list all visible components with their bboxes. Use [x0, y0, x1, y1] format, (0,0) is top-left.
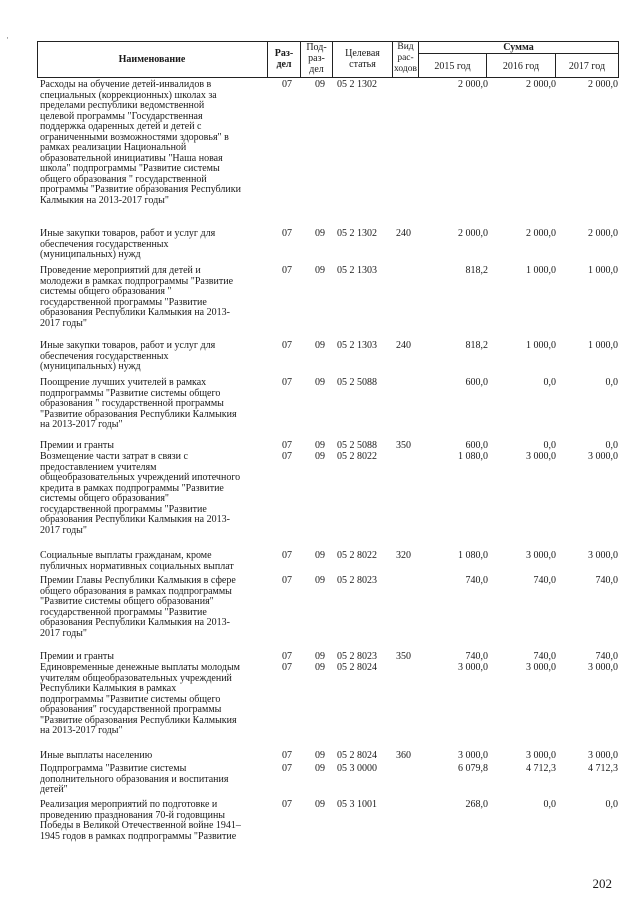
- row-2017: 2 000,0: [588, 228, 618, 239]
- row-celevaya: 05 3 1001: [337, 799, 377, 810]
- row-2017: 2 000,0: [588, 79, 618, 90]
- row-2017: 1 000,0: [588, 340, 618, 351]
- row-2015: 2 000,0: [458, 79, 488, 90]
- row-vid: 350: [396, 651, 411, 662]
- table-body: [37, 80, 619, 850]
- row-name: Премии и гранты: [40, 440, 115, 451]
- row-celevaya: 05 2 8024: [337, 750, 377, 761]
- row-2015: 1 080,0: [458, 451, 488, 462]
- row-2017: 1 000,0: [588, 265, 618, 276]
- row-razdel: 07: [282, 662, 292, 673]
- column-header-podrazdel: Под- раз- дел: [306, 42, 327, 75]
- row-name: Иные закупки товаров, работ и услуг для обеспечения государственных (муниципальных) нужд: [40, 228, 216, 260]
- row-podrazdel: 09: [315, 799, 325, 810]
- row-name: Возмещение части затрат в связи с предоставлением учителям общеобразовательных учреждений ипотечного кредита в рамках подпрограммы "Развитие системы общего образования" государственной программы "Развитие образования Республики Калмыкия на 2013- 2017 годы": [40, 451, 241, 536]
- column-header-name: Наименование: [118, 54, 186, 65]
- table-row: [37, 266, 619, 341]
- row-2017: 0,0: [605, 799, 618, 810]
- row-razdel: 07: [282, 79, 292, 90]
- row-2017: 0,0: [605, 440, 618, 451]
- row-2015: 740,0: [465, 651, 488, 662]
- row-2016: 740,0: [533, 575, 556, 586]
- row-2015: 268,0: [465, 799, 488, 810]
- row-name: Премии Главы Республики Калмыкия в сфере общего образования в рамках подпрограммы "Развитие системы общего образования" государственной программы "Развитие образования Республики Калмыкия на 2013- 2017 годы": [40, 575, 236, 639]
- column-header-vid: Вид рас- ходов: [394, 42, 417, 74]
- row-razdel: 07: [282, 750, 292, 761]
- row-2017: 3 000,0: [588, 750, 618, 761]
- row-2015: 740,0: [465, 575, 488, 586]
- row-name: Иные закупки товаров, работ и услуг для обеспечения государственных (муниципальных) нужд: [40, 340, 216, 372]
- row-vid: 360: [396, 750, 411, 761]
- column-header-celevaya: Целевая статья: [345, 48, 380, 70]
- header-summa-line: [418, 53, 619, 54]
- row-name: Проведение мероприятий для детей и молодежи в рамках подпрограммы "Развитие системы общего образования " государственной программы "Развитие образования Республики Калмыкия на 2013- 2017 годы": [40, 265, 234, 329]
- row-name: Иные выплаты населению: [40, 750, 153, 761]
- row-name: Социальные выплаты гражданам, кроме публичных нормативных социальных выплат: [40, 550, 234, 572]
- column-header-2015: 2015 год: [434, 61, 471, 72]
- row-celevaya: 05 2 8022: [337, 550, 377, 561]
- row-celevaya: 05 2 8022: [337, 451, 377, 462]
- table-row: [37, 229, 619, 266]
- row-podrazdel: 09: [315, 228, 325, 239]
- row-2015: 2 000,0: [458, 228, 488, 239]
- row-razdel: 07: [282, 265, 292, 276]
- row-podrazdel: 09: [315, 377, 325, 388]
- row-2016: 1 000,0: [526, 265, 556, 276]
- table-row: [37, 663, 619, 751]
- row-podrazdel: 09: [315, 265, 325, 276]
- row-razdel: 07: [282, 651, 292, 662]
- row-2015: 818,2: [465, 340, 488, 351]
- row-celevaya: 05 2 5088: [337, 440, 377, 451]
- row-razdel: 07: [282, 763, 292, 774]
- row-name: Поощрение лучших учителей в рамках подпрограммы "Развитие системы общего образования " государственной программы "Развитие образования Республики Калмыкия на 2013-2017 годы": [40, 377, 237, 430]
- row-celevaya: 05 2 1303: [337, 340, 377, 351]
- row-celevaya: 05 2 1303: [337, 265, 377, 276]
- table-header: [37, 41, 619, 78]
- row-2016: 2 000,0: [526, 79, 556, 90]
- row-2015: 600,0: [465, 377, 488, 388]
- row-name: Подпрограмма "Развитие системы дополнительного образования и воспитания детей": [40, 763, 229, 795]
- column-header-razdel: Раз- дел: [274, 48, 294, 70]
- row-2016: 0,0: [543, 440, 556, 451]
- row-celevaya: 05 2 5088: [337, 377, 377, 388]
- row-razdel: 07: [282, 377, 292, 388]
- row-2015: 818,2: [465, 265, 488, 276]
- table-row: [37, 800, 619, 850]
- row-2016: 3 000,0: [526, 750, 556, 761]
- scan-artifact: ·: [6, 33, 9, 43]
- row-2016: 3 000,0: [526, 550, 556, 561]
- row-podrazdel: 09: [315, 750, 325, 761]
- row-2016: 1 000,0: [526, 340, 556, 351]
- row-2016: 3 000,0: [526, 451, 556, 462]
- row-celevaya: 05 2 8023: [337, 575, 377, 586]
- row-vid: 240: [396, 340, 411, 351]
- row-2016: 3 000,0: [526, 662, 556, 673]
- row-2016: 740,0: [533, 651, 556, 662]
- row-razdel: 07: [282, 340, 292, 351]
- row-2017: 740,0: [595, 651, 618, 662]
- row-2015: 1 080,0: [458, 550, 488, 561]
- row-2016: 0,0: [543, 377, 556, 388]
- row-razdel: 07: [282, 799, 292, 810]
- row-vid: 350: [396, 440, 411, 451]
- row-razdel: 07: [282, 228, 292, 239]
- table-row: [37, 452, 619, 551]
- row-podrazdel: 09: [315, 575, 325, 586]
- row-2015: 3 000,0: [458, 750, 488, 761]
- row-2016: 2 000,0: [526, 228, 556, 239]
- table-row: [37, 80, 619, 229]
- table-row: [37, 764, 619, 800]
- row-razdel: 07: [282, 451, 292, 462]
- row-razdel: 07: [282, 550, 292, 561]
- row-celevaya: 05 2 1302: [337, 228, 377, 239]
- row-2017: 3 000,0: [588, 451, 618, 462]
- row-2016: 0,0: [543, 799, 556, 810]
- row-celevaya: 05 2 8023: [337, 651, 377, 662]
- row-podrazdel: 09: [315, 662, 325, 673]
- row-podrazdel: 09: [315, 550, 325, 561]
- table-row: [37, 378, 619, 441]
- row-podrazdel: 09: [315, 763, 325, 774]
- header-divider: [618, 41, 619, 78]
- row-vid: 320: [396, 550, 411, 561]
- row-2016: 4 712,3: [526, 763, 556, 774]
- row-2017: 740,0: [595, 575, 618, 586]
- row-2015: 3 000,0: [458, 662, 488, 673]
- row-razdel: 07: [282, 575, 292, 586]
- row-2017: 3 000,0: [588, 662, 618, 673]
- row-podrazdel: 09: [315, 79, 325, 90]
- table-row: [37, 551, 619, 576]
- table-row: [37, 341, 619, 378]
- row-2017: 4 712,3: [588, 763, 618, 774]
- row-podrazdel: 09: [315, 340, 325, 351]
- row-2015: 600,0: [465, 440, 488, 451]
- row-podrazdel: 09: [315, 440, 325, 451]
- row-celevaya: 05 2 1302: [337, 79, 377, 90]
- row-name: Единовременные денежные выплаты молодым учителям общеобразовательных учреждений Республики Калмыкия в рамках подпрограммы "Развитие системы общего образования" государственной программы "Развитие образования Республики Калмыкия на 2013-2017 годы": [40, 662, 241, 736]
- row-podrazdel: 09: [315, 651, 325, 662]
- column-header-2016: 2016 год: [502, 61, 540, 72]
- page-number: 202: [592, 876, 612, 891]
- row-2017: 0,0: [605, 377, 618, 388]
- row-vid: 240: [396, 228, 411, 239]
- header-bottom-border: [37, 77, 619, 78]
- row-podrazdel: 09: [315, 451, 325, 462]
- row-2017: 3 000,0: [588, 550, 618, 561]
- row-razdel: 07: [282, 440, 292, 451]
- row-2015: 6 079,8: [458, 763, 488, 774]
- row-celevaya: 05 3 0000: [337, 763, 377, 774]
- row-name: Премии и гранты: [40, 651, 115, 662]
- column-header-2017: 2017 год: [568, 61, 606, 72]
- row-name: Реализация мероприятий по подготовке и проведению празднования 70-й годовщины Победы в Великой Отечественной войне 1941– 1945 годов в рамках подпрограммы "Развитие: [40, 799, 241, 842]
- row-celevaya: 05 2 8024: [337, 662, 377, 673]
- column-header-summa: Сумма: [503, 42, 534, 53]
- table-row: [37, 576, 619, 652]
- row-name: Расходы на обучение детей-инвалидов в специальных (коррекционных) школах за пределами республики ведомственной целевой программы "Государственная поддержка одаренных детей и детей с ограниченными возможностями здоровья" в рамках реализации Национальной образовательной инициативы "Наша новая школа" подпрограммы "Развитие системы общего образования " государственной программы "Развитие образования Республики Калмыкия на 2013-2017 годы": [40, 79, 241, 206]
